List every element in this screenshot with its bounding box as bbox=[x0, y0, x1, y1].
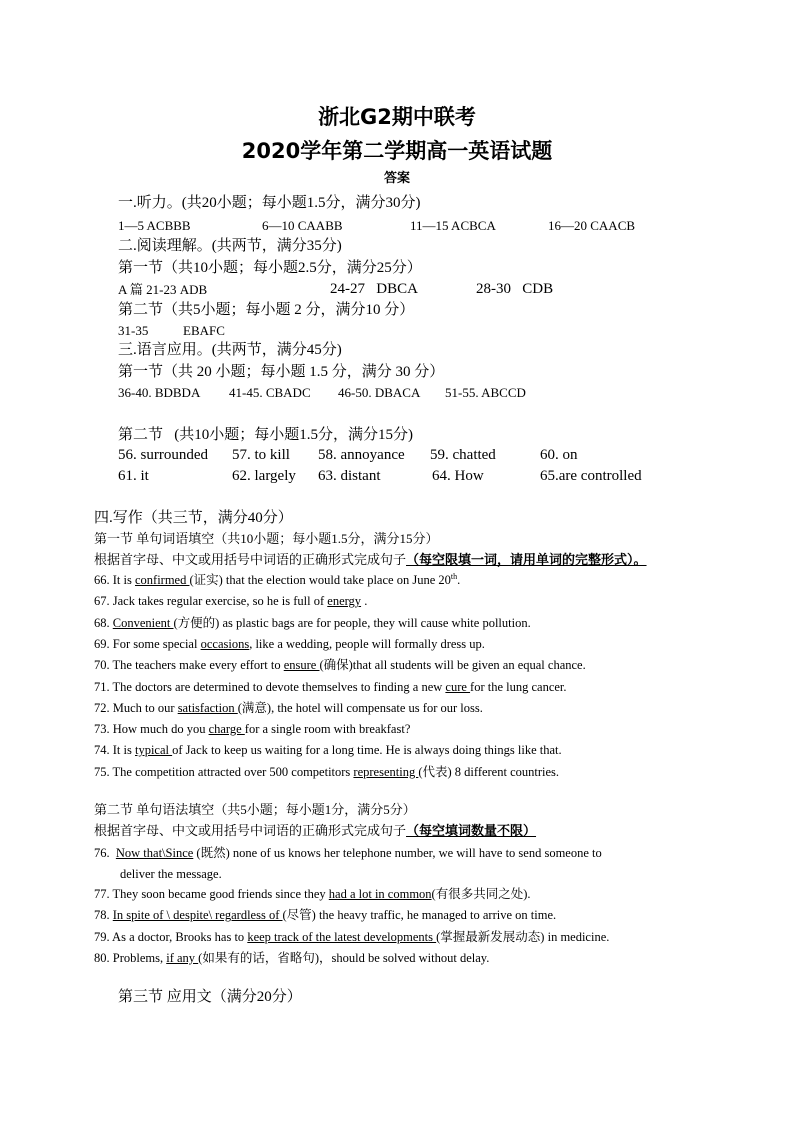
reading-section2-heading: 第二节（共5小题；每小题 2 分，满分10 分） bbox=[118, 302, 415, 318]
listening-answer-2: 6—10 CAABB bbox=[262, 218, 343, 233]
sentence-text: 78. bbox=[94, 908, 113, 923]
fill-in-sentence-68 bbox=[94, 614, 531, 632]
answer: energy bbox=[327, 594, 362, 609]
ordinal-suffix: th bbox=[450, 571, 458, 581]
sentence-text: for a single room with breakfast? bbox=[244, 722, 411, 737]
answer: had a lot in common bbox=[328, 887, 432, 901]
grammar-sentence-76 bbox=[94, 844, 602, 862]
sentence-text: (确保)that all students will be given an equal chance. bbox=[319, 658, 586, 673]
sentence-number: 76. bbox=[94, 846, 116, 860]
grammar-sentence-80 bbox=[94, 949, 489, 967]
writing-section1-heading: 第一节 单句词语填空（共10小题；每小题1.5分，满分15分） bbox=[94, 531, 439, 546]
fill-in-sentence-74 bbox=[94, 741, 562, 759]
language-section2-answer-58: 58. annoyance bbox=[318, 447, 405, 463]
answer-key-label: 答案 bbox=[383, 171, 410, 186]
sentence-text: (掌握最新发展动态) in medicine. bbox=[436, 929, 610, 944]
fill-in-sentence-67 bbox=[94, 592, 367, 610]
sentence-text: (满意), the hotel will compensate us for our loss. bbox=[237, 700, 483, 715]
sentence-text: 69. For some special bbox=[94, 636, 201, 651]
reading-section1-answer-2: 24-27 DBCA bbox=[330, 281, 418, 297]
sentence-text: 74. It is bbox=[94, 743, 135, 758]
answer: In spite of \ despite\ regardless of bbox=[112, 908, 283, 923]
sentence-text: for the lung cancer. bbox=[470, 679, 567, 694]
reading-section2-range: 31-35 bbox=[118, 323, 149, 338]
reading-section1-heading: 第一节（共10小题；每小题2.5分，满分25分） bbox=[118, 260, 422, 276]
language-heading: 三.语言应用。(共两节，满分45分) bbox=[118, 342, 342, 358]
language-section2-answer-60: 60. on bbox=[540, 447, 578, 463]
instruction-text: 根据首字母、中文或用括号中词语的正确形式完成句子 bbox=[94, 552, 407, 567]
writing-section2-instructions bbox=[94, 822, 536, 840]
answer: cure bbox=[445, 679, 471, 694]
answer: representing bbox=[353, 764, 419, 779]
language-section1-answer-3: 46-50. DBACA bbox=[338, 385, 421, 400]
answer: Convenient bbox=[112, 615, 174, 630]
sentence-text: 71. The doctors are determined to devote themselves to finding a new bbox=[94, 679, 446, 694]
answer: keep track of the latest developments bbox=[247, 929, 437, 944]
exam-title-line1: 浙北G2期中联考 bbox=[318, 105, 476, 129]
writing-section3-heading: 第三节 应用文（满分20分） bbox=[118, 989, 302, 1005]
language-section1-answer-1: 36-40. BDBDA bbox=[118, 385, 201, 400]
sentence-text: (方便的) as plastic bags are for people, they will cause white pollution. bbox=[173, 615, 531, 630]
listening-answer-1: 1—5 ACBBB bbox=[118, 218, 191, 233]
sentence-text: (证实) that the election would take place on June 20 bbox=[189, 573, 451, 587]
instruction-emphasis: （每空限填一词，请用单词的完整形式）。 bbox=[406, 552, 647, 567]
writing-section1-instructions bbox=[94, 551, 647, 569]
answer: occasions bbox=[200, 636, 250, 651]
language-section2-answer-65: 65.are controlled bbox=[540, 468, 642, 484]
answer: satisfaction bbox=[177, 700, 238, 715]
grammar-sentence-79 bbox=[94, 928, 609, 946]
language-section2-answer-64: 64. How bbox=[432, 468, 484, 484]
sentence-text: , like a wedding, people will formally dress up. bbox=[249, 636, 485, 651]
sentence-text: 72. Much to our bbox=[94, 700, 178, 715]
language-section2-answer-61: 61. it bbox=[118, 468, 149, 484]
fill-in-sentence-72 bbox=[94, 699, 483, 717]
reading-section2-answer: EBAFC bbox=[183, 323, 225, 338]
sentence-text: 70. The teachers make every effort to bbox=[94, 658, 284, 673]
sentence-text: (尽管) the heavy traffic, he managed to arrive on time. bbox=[282, 908, 557, 923]
language-section2-heading: 第二节 (共10小题；每小题1.5分，满分15分) bbox=[118, 427, 413, 443]
sentence-text: 77. They soon became good friends since they bbox=[94, 887, 329, 901]
instruction-text: 根据首字母、中文或用括号中词语的正确形式完成句子 bbox=[94, 823, 407, 838]
sentence-text: (既然) none of us knows her telephone number, we will have to send someone to bbox=[193, 846, 602, 860]
listening-answer-4: 16—20 CAACB bbox=[548, 218, 636, 233]
fill-in-sentence-66 bbox=[94, 571, 460, 589]
answer: typical bbox=[134, 743, 173, 758]
listening-heading: 一.听力。(共20小题；每小题1.5分，满分30分) bbox=[118, 195, 421, 211]
sentence-text: (代表) 8 different countries. bbox=[418, 764, 560, 779]
fill-in-sentence-71 bbox=[94, 678, 567, 696]
sentence-text: 67. Jack takes regular exercise, so he is full of bbox=[94, 594, 328, 609]
sentence-text: (如果有的话，省略句)，should be solved without delay. bbox=[198, 950, 490, 965]
sentence-text: 80. Problems, bbox=[94, 950, 167, 965]
grammar-sentence-78 bbox=[94, 906, 556, 924]
answer: if any bbox=[166, 950, 199, 965]
language-section1-answer-4: 51-55. ABCCD bbox=[445, 385, 526, 400]
sentence-text: 68. bbox=[94, 615, 113, 630]
sentence-text: . bbox=[361, 594, 368, 609]
fill-in-sentence-75 bbox=[94, 763, 559, 781]
exam-title-line2: 2020学年第二学期高一英语试题 bbox=[241, 139, 553, 163]
fill-in-sentence-73 bbox=[94, 720, 410, 738]
reading-section1-answer-1: A 篇 21-23 ADB bbox=[118, 282, 208, 297]
sentence-text: (有很多共同之处). bbox=[431, 887, 531, 901]
sentence-text: 73. How much do you bbox=[94, 722, 209, 737]
writing-heading: 四.写作（共三节，满分40分） bbox=[94, 510, 293, 526]
answer: ensure bbox=[283, 658, 320, 673]
sentence-text: of Jack to keep us waiting for a long time. He is always doing things like that. bbox=[172, 743, 562, 758]
answer: charge bbox=[208, 722, 245, 737]
language-section2-answer-56: 56. surrounded bbox=[118, 447, 208, 463]
sentence-end: . bbox=[457, 573, 461, 587]
language-section2-answer-57: 57. to kill bbox=[232, 447, 290, 463]
listening-answer-3: 11—15 ACBCA bbox=[410, 218, 496, 233]
reading-section1-answer-3: 28-30 CDB bbox=[476, 281, 554, 297]
language-section2-answer-59: 59. chatted bbox=[430, 447, 496, 463]
language-section2-answer-63: 63. distant bbox=[318, 468, 381, 484]
grammar-sentence-77 bbox=[94, 885, 531, 903]
fill-in-sentence-69 bbox=[94, 635, 485, 653]
language-section1-answer-2: 41-45. CBADC bbox=[229, 385, 311, 400]
instruction-emphasis: （每空填词数量不限） bbox=[406, 823, 537, 838]
reading-heading: 二.阅读理解。(共两节，满分35分) bbox=[118, 238, 342, 254]
grammar-sentence-76-continued: deliver the message. bbox=[120, 867, 222, 881]
sentence-text: 79. As a doctor, Brooks has to bbox=[94, 929, 248, 944]
sentence-text: 75. The competition attracted over 500 competitors bbox=[94, 764, 354, 779]
language-section1-heading: 第一节（共 20 小题；每小题 1.5 分，满分 30 分） bbox=[118, 364, 445, 380]
answer: Now that\Since bbox=[115, 846, 194, 860]
writing-section2-heading: 第二节 单句语法填空（共5小题；每小题1分，满分5分） bbox=[94, 802, 416, 817]
answer: confirmed bbox=[134, 573, 190, 587]
sentence-text: 66. It is bbox=[94, 573, 135, 587]
fill-in-sentence-70 bbox=[94, 656, 586, 674]
language-section2-answer-62: 62. largely bbox=[232, 468, 296, 484]
